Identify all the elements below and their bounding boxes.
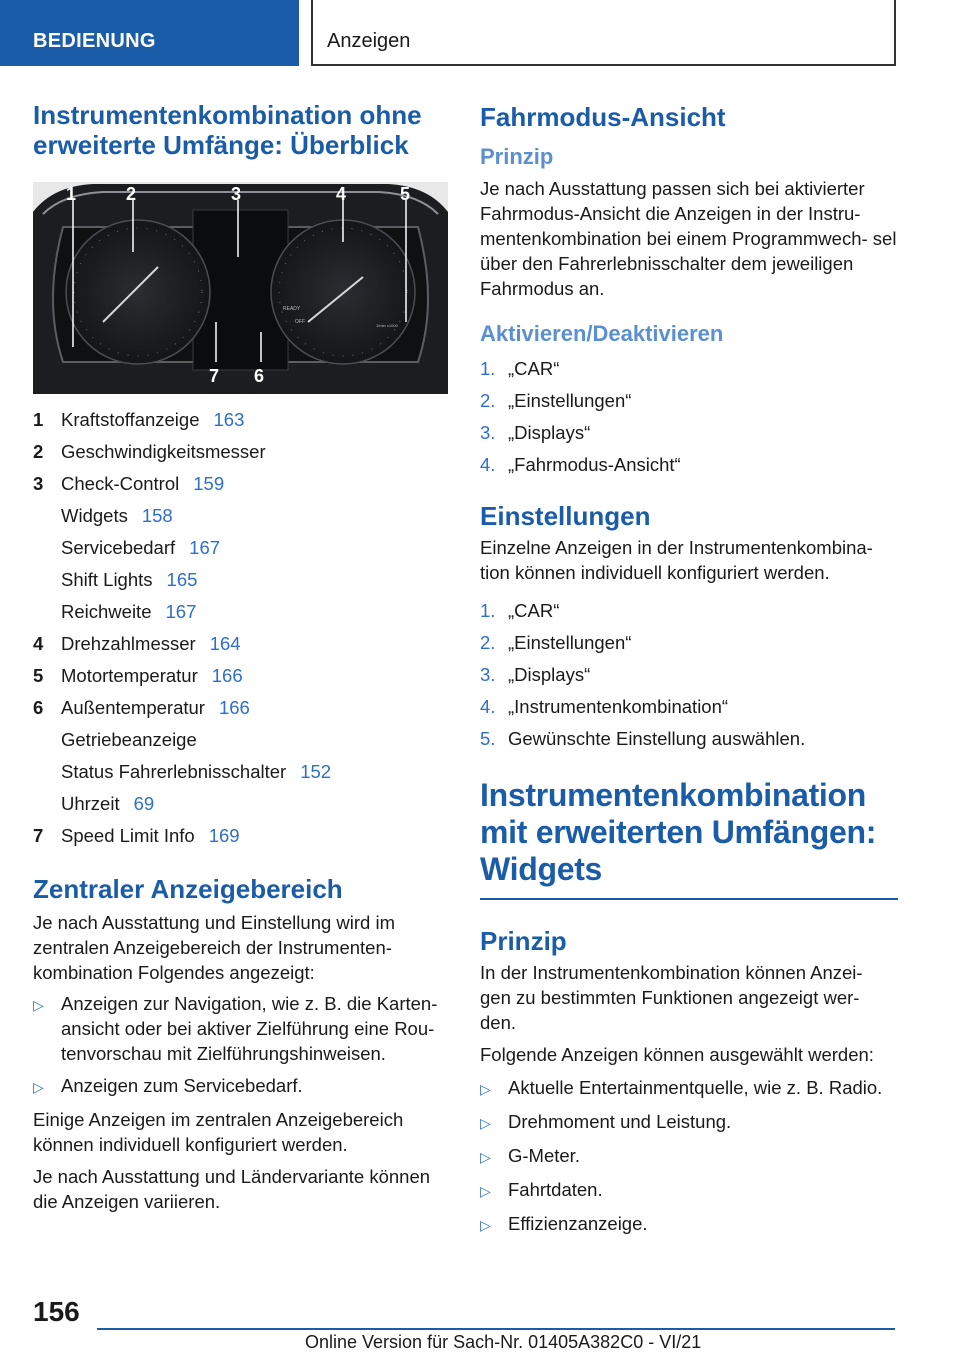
legend-row [33,468,448,500]
page-reference-link[interactable]: 159 [193,473,225,494]
settings-text: Einzelne Anzeigen in der Instrumentenkombina‐ tion können individuell konfiguriert werden. [480,537,873,583]
legend-row [33,628,448,660]
overview-title: Instrumentenkombination ohne erweiterte Umfänge: Überblick [33,100,422,160]
page-reference-link[interactable]: 69 [133,793,155,814]
triangle-bullet-icon: ▷ [480,1183,491,1199]
page-reference-link[interactable]: 158 [141,505,173,526]
legend-label: Außentemperatur [61,697,205,718]
ready-label: READY [283,306,301,312]
page-reference-link[interactable]: 167 [189,537,221,558]
triangle-bullet-icon: ▷ [480,1217,491,1233]
callout-1: 1 [66,184,77,204]
callout-3: 3 [231,184,242,204]
legend-number: 2 [33,441,44,462]
callout-6: 6 [254,366,265,386]
legend-number [33,788,61,820]
legend-row [33,564,448,596]
legend-row [33,756,448,788]
legend-number [33,596,61,628]
legend-row [33,788,448,820]
section-divider [480,898,898,900]
list-item: ▷ Drehmoment und Leistung. [480,1109,898,1136]
legend-number [33,532,61,564]
instrument-cluster-illustration [33,182,448,394]
legend-number [33,756,61,788]
left-column [33,100,448,1214]
legend-label: Geschwindigkeitsmesser [61,441,266,462]
instrument-cluster-figure [33,182,448,394]
triangle-bullet-icon: ▷ [33,1079,44,1095]
legend-label: Drehzahlmesser [61,633,196,654]
legend-label: Kraftstoffanzeige [61,409,200,430]
list-item: 2. „Einstellungen“ [480,390,632,411]
legend-row [33,724,448,756]
widgets-text: In der Instrumentenkombination können Anzei‐ gen zu bestimmten Funktionen angezeigt wer‐ den. [480,962,863,1033]
widgets-title: Instrumentenkombination mit erweiterten Umfängen: Widgets [480,777,877,887]
legend-number [33,500,61,532]
triangle-bullet-icon: ▷ [480,1081,491,1097]
legend-number: 6 [33,697,44,718]
right-column [480,100,898,1245]
callout-4: 4 [336,184,347,204]
central-display-heading: Zentraler Anzeigebereich [33,874,343,904]
list-item: ▷ Effizienzanzeige. [480,1211,898,1238]
widgets-bullets [480,1075,898,1238]
legend-row [33,692,448,724]
activate-steps [480,353,898,481]
list-item: ▷ Aktuelle Entertainmentquelle, wie z. B. Radio. [480,1075,898,1102]
principle-heading: Prinzip [480,144,554,169]
page-reference-link[interactable]: 164 [209,633,241,654]
legend-number: 4 [33,633,44,654]
triangle-bullet-icon: ▷ [33,997,44,1013]
legend-label: Speed Limit Info [61,825,195,846]
widgets-principle-heading: Prinzip [480,926,567,956]
legend-label: Motortemperatur [61,665,198,686]
drive-mode-view-heading: Fahrmodus-Ansicht [480,102,726,132]
list-item: 5. Gewünschte Einstellung auswählen. [480,728,806,749]
callout-7: 7 [209,366,220,386]
list-item: 4. „Instrumentenkombination“ [480,696,729,717]
central-display-bullets [33,991,448,1100]
legend-number: 5 [33,665,44,686]
list-item: ▷ Anzeigen zum Servicebedarf. [33,1073,448,1100]
list-item: 3. „Displays“ [480,664,591,685]
central-display-paragraph-2: Je nach Ausstattung und Ländervariante können die Anzeigen variieren. [33,1166,431,1212]
legend-label: Uhrzeit [61,793,120,814]
central-display-intro: Je nach Ausstattung und Einstellung wird im zentralen Anzeigebereich der Instrumenten‐ kombination Folgendes angezeigt: [33,912,395,983]
legend-row [33,660,448,692]
legend-row [33,820,448,852]
activate-heading: Aktivieren/Deaktivieren [480,321,724,346]
callout-5: 5 [400,184,411,204]
legend-row [33,500,448,532]
legend-label: Status Fahrerlebnisschalter [61,761,287,782]
triangle-bullet-icon: ▷ [480,1115,491,1131]
triangle-bullet-icon: ▷ [480,1149,491,1165]
legend-number: 1 [33,409,44,430]
widgets-text-2: Folgende Anzeigen können ausgewählt werden: [480,1044,874,1065]
section-label: BEDIENUNG [0,0,299,66]
legend-row [33,596,448,628]
legend-number: 3 [33,473,44,494]
principle-text: Je nach Ausstattung passen sich bei aktivierter Fahrmodus-Ansicht die Anzeigen in der Instru‐ mentenkombination bei einem Programmwech‐ sel über den Fahrerlebnisschalter dem jeweiligen Fahrmodus an. [480,178,897,299]
legend-number [33,724,61,756]
legend-row [33,404,448,436]
legend-label: Getriebeanzeige [61,729,197,750]
page-reference-link[interactable]: 166 [211,665,243,686]
legend-list [33,404,448,852]
central-display-paragraph-1: Einige Anzeigen im zentralen Anzeigebereich können individuell konfiguriert werden. [33,1109,404,1155]
legend-number [33,564,61,596]
footer-version: Online Version für Sach-Nr. 01405A382C0 - VI/21 [305,1332,702,1352]
callout-2: 2 [126,184,137,204]
chapter-label: Anzeigen [311,0,896,66]
legend-label: Servicebedarf [61,537,176,558]
legend-row [33,436,448,468]
legend-label: Reichweite [61,601,152,622]
page-number: 156 [33,1296,80,1327]
legend-label: Shift Lights [61,569,153,590]
rpm-unit-label: 1/min x1000 [376,323,398,328]
list-item: ▷ Fahrtdaten. [480,1177,898,1204]
list-item: ▷ Anzeigen zur Navigation, wie z. B. die Karten‐ ansicht oder bei aktiver Zielführung eine Rou‐ tenvorschau mit Zielführungshinweisen. [33,993,438,1064]
list-item: ▷ G-Meter. [480,1143,898,1170]
list-item: 2. „Einstellungen“ [480,632,632,653]
list-item: 4. „Fahrmodus-Ansicht“ [480,454,681,475]
page-reference-link[interactable]: 163 [213,409,245,430]
settings-heading: Einstellungen [480,501,651,531]
footer-divider [97,1328,895,1330]
settings-steps [480,595,898,755]
page-reference-link[interactable]: 152 [300,761,332,782]
list-item: 1. „CAR“ [480,358,560,379]
off-label: OFF [295,319,305,325]
list-item: 3. „Displays“ [480,422,591,443]
list-item: 1. „CAR“ [480,600,560,621]
legend-label: Widgets [61,505,128,526]
legend-number: 7 [33,825,44,846]
page-reference-link[interactable]: 166 [218,697,250,718]
page-header [0,0,960,66]
page-reference-link[interactable]: 167 [165,601,197,622]
legend-row [33,532,448,564]
page-reference-link[interactable]: 165 [166,569,198,590]
legend-label: Check-Control [61,473,180,494]
page-reference-link[interactable]: 169 [208,825,240,846]
